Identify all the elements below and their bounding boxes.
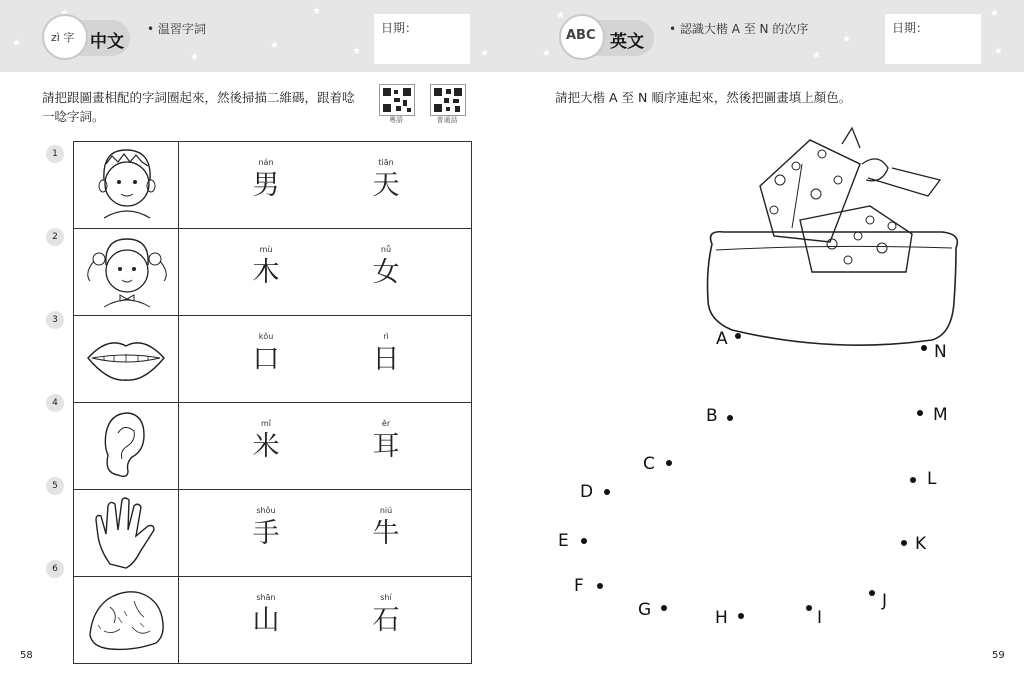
chinese-char: 手 (252, 518, 280, 549)
table-row (74, 403, 472, 490)
chinese-char: 女 (372, 257, 400, 288)
word-choice-cell (179, 229, 472, 316)
dot-a[interactable] (735, 333, 741, 339)
mouth-picture (74, 316, 179, 403)
word-choice[interactable] (236, 593, 296, 637)
gift-bag-icon (692, 124, 972, 354)
word-choice-cell (179, 577, 472, 664)
dot-d[interactable] (604, 489, 610, 495)
dot-g[interactable] (661, 605, 667, 611)
subject-title: 英文 (610, 32, 644, 52)
qr-label-mandarin: 普通話 (436, 116, 458, 124)
subject-badge: ABC (566, 28, 596, 43)
left-header-bar: ★ ★ ★ ★ ★ ★ (0, 0, 512, 72)
bullet-icon: • (669, 22, 680, 36)
chinese-char: 木 (252, 257, 280, 288)
page-number-right: 59 (992, 650, 1005, 661)
pinyin: nǚ (380, 245, 392, 254)
qr-icon (380, 85, 414, 115)
dot-k[interactable] (901, 540, 907, 546)
word-choice[interactable] (356, 506, 416, 550)
word-choice[interactable] (236, 506, 296, 550)
row-number: 6 (46, 560, 64, 578)
word-choice[interactable] (356, 245, 416, 289)
girl-face-picture (74, 229, 179, 316)
pinyin: ěr (381, 419, 391, 428)
word-choice[interactable] (236, 245, 296, 289)
pinyin: niú (379, 506, 393, 515)
word-choice[interactable] (356, 593, 416, 637)
boy-face-picture (74, 142, 179, 229)
row-number: 5 (46, 477, 64, 495)
ear-icon (74, 403, 178, 485)
subject-badge-icon (42, 14, 88, 60)
date-label: 日期： (381, 21, 418, 35)
dot-m[interactable] (917, 410, 923, 416)
rock-icon (74, 577, 178, 659)
word-choice-cell (179, 403, 472, 490)
pinyin: rì (383, 332, 389, 341)
word-choice[interactable] (236, 332, 296, 376)
word-choice-cell (179, 490, 472, 577)
letter-label: A (716, 329, 728, 349)
letter-label: G (638, 600, 652, 620)
pinyin: kǒu (258, 332, 274, 341)
rock-picture (74, 577, 179, 664)
pinyin: nán (258, 158, 274, 167)
topic-title: • 温習字詞 (147, 22, 206, 36)
dot-b[interactable] (727, 415, 733, 421)
chinese-char: 米 (252, 431, 280, 462)
chinese-char: 山 (252, 605, 280, 636)
subject-title: 中文 (90, 32, 124, 52)
word-choice[interactable] (356, 332, 416, 376)
pinyin: shí (380, 593, 392, 602)
bullet-icon: • (147, 22, 158, 36)
word-choice-cell (179, 142, 472, 229)
boy-face-icon (74, 142, 178, 224)
right-header-bar: ★ ★ ★ ★ ★ ★ (512, 0, 1024, 72)
row-number: 3 (46, 311, 64, 329)
dot-e[interactable] (581, 538, 587, 544)
letter-label: H (715, 608, 728, 628)
dot-n[interactable] (921, 345, 927, 351)
row-number: 4 (46, 394, 64, 412)
mouth-icon (74, 316, 178, 398)
pinyin: shān (256, 593, 276, 602)
letter-label: K (915, 534, 927, 554)
qr-code-mandarin[interactable] (430, 84, 466, 116)
girl-face-icon (74, 229, 178, 311)
instruction-text: 請把大楷 A 至 N 順序連起來，然後把圖畫填上顏色。 (555, 90, 852, 105)
table-row (74, 316, 472, 403)
letter-label: F (574, 576, 584, 596)
letter-label: B (706, 406, 718, 426)
dot-l[interactable] (910, 477, 916, 483)
chinese-char: 口 (252, 344, 280, 375)
date-label: 日期： (892, 21, 929, 35)
qr-label-cantonese: 粵語 (389, 116, 403, 124)
date-box[interactable] (885, 14, 981, 64)
letter-label: C (643, 454, 655, 474)
word-choice[interactable] (236, 419, 296, 463)
letter-label: E (558, 531, 569, 551)
pinyin: mù (259, 245, 273, 254)
word-choice[interactable] (236, 158, 296, 202)
chinese-char: 男 (252, 170, 280, 201)
dot-f[interactable] (597, 583, 603, 589)
chinese-char: 耳 (372, 431, 400, 462)
qr-code-cantonese[interactable] (379, 84, 415, 116)
word-choice[interactable] (356, 419, 416, 463)
instruction-text: 請把跟圖畫相配的字詞圈起來，然後掃描二維碼，跟着唸一唸字詞。 (42, 90, 355, 124)
hand-picture (74, 490, 179, 577)
letter-label: N (934, 342, 947, 362)
letter-label: I (817, 608, 823, 628)
subject-badge: zì 字 (51, 31, 75, 44)
letter-label: D (580, 482, 594, 502)
ear-picture (74, 403, 179, 490)
dot-c[interactable] (666, 460, 672, 466)
dot-h[interactable] (738, 613, 744, 619)
pinyin: tiān (378, 158, 394, 167)
row-number: 1 (46, 145, 64, 163)
right-page (512, 0, 1024, 679)
qr-icon (431, 85, 465, 115)
letter-label: J (882, 591, 888, 611)
table-row (74, 577, 472, 664)
pinyin: shǒu (256, 506, 276, 515)
date-box[interactable] (374, 14, 470, 64)
table-row (74, 490, 472, 577)
letter-label: L (927, 469, 937, 489)
chinese-char: 天 (372, 170, 400, 201)
topic-title: • 認識大楷 A 至 N 的次序 (669, 22, 809, 36)
chinese-char: 牛 (372, 518, 400, 549)
table-row (74, 229, 472, 316)
word-choice-cell (179, 316, 472, 403)
pinyin: mǐ (260, 419, 271, 428)
chinese-char: 石 (372, 605, 400, 636)
word-choice[interactable] (356, 158, 416, 202)
letter-label: M (933, 405, 948, 425)
hand-icon (74, 490, 178, 572)
word-match-table (73, 141, 472, 664)
dot-i[interactable] (806, 605, 812, 611)
table-row (74, 142, 472, 229)
row-number: 2 (46, 228, 64, 246)
subject-badge-icon (559, 14, 605, 60)
dot-j[interactable] (869, 590, 875, 596)
page-number-left: 58 (20, 650, 33, 661)
chinese-char: 日 (372, 344, 400, 375)
